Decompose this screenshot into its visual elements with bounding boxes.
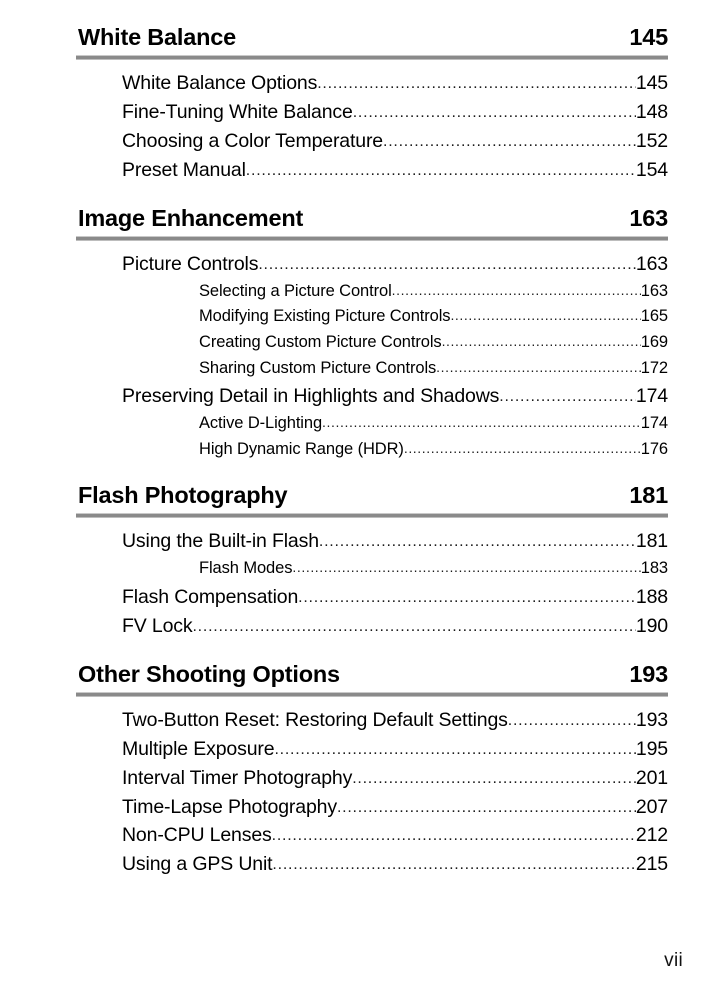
dot-leader	[274, 738, 635, 762]
dot-leader	[337, 796, 636, 820]
toc-entry-label: Choosing a Color Temperature	[122, 130, 384, 153]
dot-leader	[352, 767, 636, 791]
toc-entry-page-number: 201	[635, 766, 668, 789]
toc-entry-page-number: 183	[640, 559, 668, 578]
toc-entry-label: Fine-Tuning White Balance	[122, 101, 353, 124]
toc-entry-label: FV Lock	[122, 614, 193, 637]
dot-leader	[192, 615, 635, 639]
toc-entry[interactable]	[76, 612, 668, 641]
toc-entry[interactable]	[76, 850, 668, 879]
section-entry-list	[76, 250, 668, 462]
section-title: Other Shooting Options	[78, 660, 340, 687]
toc-entry-label: Flash Modes	[199, 559, 293, 578]
toc-entry[interactable]	[76, 556, 668, 582]
toc-entry-page-number: 154	[635, 158, 668, 181]
toc-entry-page-number: 163	[635, 253, 668, 276]
dot-leader	[353, 101, 636, 125]
dot-leader	[292, 557, 640, 579]
dot-leader	[246, 159, 636, 183]
dot-leader	[319, 530, 636, 554]
dot-leader	[272, 824, 636, 848]
toc-section	[76, 24, 668, 185]
toc-entry-page-number: 145	[635, 72, 668, 95]
toc-entry[interactable]	[76, 279, 668, 305]
toc-entry-page-number: 215	[635, 853, 668, 876]
toc-entry[interactable]	[76, 156, 668, 185]
toc-entry[interactable]	[76, 127, 668, 156]
toc-entry-label: Using a GPS Unit	[122, 853, 273, 876]
toc-entry-page-number: 172	[640, 358, 668, 377]
section-heading[interactable]	[76, 482, 668, 508]
dot-leader	[322, 412, 641, 434]
toc-entry-page-number: 190	[635, 614, 668, 637]
toc-entry-page-number: 165	[640, 307, 668, 326]
toc-entry-label: Active D-Lighting	[199, 414, 323, 433]
toc-entry-label: Time-Lapse Photography	[122, 795, 337, 818]
toc-entry-label: Interval Timer Photography	[122, 766, 353, 789]
toc-entry-label: Two-Button Reset: Restoring Default Settings	[122, 708, 508, 731]
table-of-contents	[76, 24, 668, 879]
dot-leader	[442, 331, 641, 353]
toc-entry-label: Using the Built-in Flash	[122, 530, 319, 553]
toc-entry-page-number: 163	[640, 281, 668, 300]
toc-entry[interactable]	[76, 98, 668, 127]
toc-entry[interactable]	[76, 437, 668, 463]
section-divider	[76, 692, 668, 697]
section-divider	[76, 55, 668, 60]
toc-entry-page-number: 174	[635, 385, 668, 408]
section-heading[interactable]	[76, 205, 668, 231]
dot-leader	[450, 305, 640, 327]
toc-entry-page-number: 176	[640, 439, 668, 458]
dot-leader	[298, 586, 636, 610]
toc-entry-label: White Balance Options	[122, 72, 318, 95]
toc-entry-label: Selecting a Picture Control	[199, 281, 392, 300]
section-entry-list	[76, 69, 668, 184]
dot-leader	[508, 709, 636, 733]
toc-entry-page-number: 152	[635, 130, 668, 153]
toc-entry-page-number: 207	[635, 795, 668, 818]
section-heading[interactable]	[76, 24, 668, 50]
section-entry-list	[76, 706, 668, 879]
toc-entry[interactable]	[76, 411, 668, 437]
toc-entry-page-number: 193	[635, 708, 668, 731]
toc-entry-page-number: 181	[635, 530, 668, 553]
toc-entry-label: Non-CPU Lenses	[122, 824, 272, 847]
dot-leader	[383, 130, 636, 154]
toc-entry-label: High Dynamic Range (HDR)	[199, 439, 404, 458]
section-heading[interactable]	[76, 661, 668, 687]
toc-entry-page-number: 212	[635, 824, 668, 847]
toc-entry-label: Flash Compensation	[122, 585, 299, 608]
toc-entry[interactable]	[76, 706, 668, 735]
page-folio: vii	[664, 950, 683, 971]
toc-entry[interactable]	[76, 330, 668, 356]
section-title: White Balance	[78, 24, 237, 50]
toc-entry-page-number: 148	[635, 101, 668, 124]
toc-entry-page-number: 188	[635, 585, 668, 608]
dot-leader	[499, 385, 636, 409]
toc-section	[76, 205, 668, 462]
section-page-number: 193	[629, 660, 668, 687]
section-title: Flash Photography	[78, 482, 288, 509]
dot-leader	[392, 280, 641, 302]
toc-entry[interactable]	[76, 304, 668, 330]
toc-entry-label: Preset Manual	[122, 158, 246, 181]
toc-entry[interactable]	[76, 764, 668, 793]
section-divider	[76, 236, 668, 241]
toc-section	[76, 661, 668, 879]
section-divider	[76, 513, 668, 518]
toc-entry[interactable]	[76, 527, 668, 556]
toc-entry-label: Creating Custom Picture Controls	[199, 333, 442, 352]
toc-entry-label: Multiple Exposure	[122, 737, 275, 760]
toc-entry-label: Picture Controls	[122, 253, 259, 276]
toc-entry-label: Sharing Custom Picture Controls	[199, 358, 437, 377]
toc-entry[interactable]	[76, 583, 668, 612]
toc-entry-page-number: 169	[640, 333, 668, 352]
toc-entry-page-number: 174	[640, 414, 668, 433]
section-page-number: 181	[629, 482, 668, 509]
dot-leader	[317, 72, 636, 96]
section-page-number: 163	[629, 204, 668, 231]
toc-entry-label: Modifying Existing Picture Controls	[199, 307, 451, 326]
dot-leader	[404, 438, 641, 460]
toc-entry[interactable]	[76, 821, 668, 850]
toc-section	[76, 482, 668, 640]
section-page-number: 145	[629, 24, 668, 50]
toc-entry-label: Preserving Detail in Highlights and Shadows	[122, 385, 500, 408]
dot-leader	[436, 357, 641, 379]
toc-entry[interactable]	[76, 382, 668, 411]
section-title: Image Enhancement	[78, 204, 304, 231]
toc-entry[interactable]	[76, 735, 668, 764]
toc-entry[interactable]	[76, 356, 668, 382]
dot-leader	[272, 853, 635, 877]
toc-entry[interactable]	[76, 250, 668, 279]
section-entry-list	[76, 527, 668, 640]
toc-entry-page-number: 195	[635, 737, 668, 760]
toc-entry[interactable]	[76, 69, 668, 98]
dot-leader	[258, 253, 636, 277]
toc-entry[interactable]	[76, 793, 668, 822]
